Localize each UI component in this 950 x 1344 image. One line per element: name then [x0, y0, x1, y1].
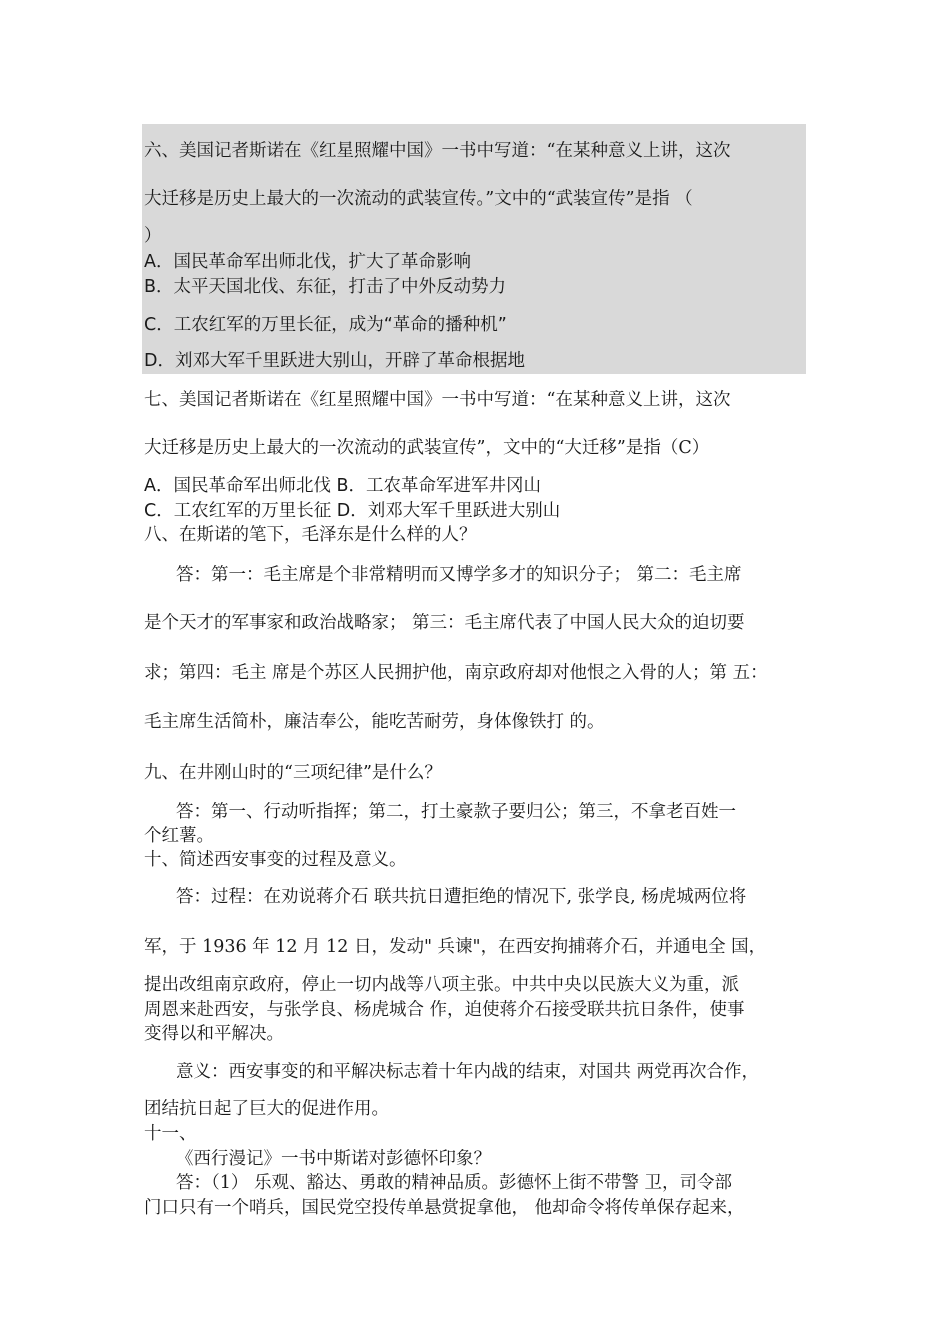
q6-line-3: ）: [144, 226, 162, 246]
q6-line-1: 六、美国记者斯诺在《红星照耀中国》一书中写道：“在某种意义上讲，这次: [144, 141, 731, 161]
q8-answer-line-2: 是个天才的军事家和政治战略家； 第三：毛主席代表了中国人民大众的迫切要: [144, 613, 745, 633]
q6-option-a: A．国民革命军出师北伐，扩大了革命影响: [144, 252, 471, 272]
q9-answer-line-2: 个红薯。: [144, 826, 214, 846]
q8-answer-line-4: 毛主席生活简朴，廉洁奉公，能吃苦耐劳，身体像铁打 的。: [144, 712, 605, 732]
q11-question: 《西行漫记》一书中斯诺对彭德怀印象？: [176, 1149, 491, 1169]
q10-meaning-line-1: 意义：西安事变的和平解决标志着十年内战的结束，对国共 两党再次合作，: [176, 1062, 760, 1082]
q7-line-1: 七、美国记者斯诺在《红星照耀中国》一书中写道：“在某种意义上讲，这次: [144, 390, 731, 410]
q11-answer-line-1: 答：（1） 乐观、豁达、勇敢的精神品质。彭德怀上街不带警 卫，司令部: [176, 1173, 733, 1193]
q10-answer-line-2: 军，于 1936 年 12 月 12 日，发动" 兵谏"，在西安拘捕蒋介石，并通电全 国，: [144, 937, 767, 957]
q8-question: 八、在斯诺的笔下，毛泽东是什么样的人？: [144, 525, 477, 545]
q11-number: 十一、: [144, 1124, 197, 1144]
q10-meaning-line-2: 团结抗日起了巨大的促进作用。: [144, 1099, 389, 1119]
q9-question: 九、在井刚山时的“三项纪律”是什么？: [144, 763, 442, 783]
q10-answer-line-5: 变得以和平解决。: [144, 1024, 284, 1044]
q10-answer-line-1: 答：过程：在劝说蒋介石 联共抗日遭拒绝的情况下, 张学良, 杨虎城两位将: [176, 887, 747, 907]
q6-option-b: B．太平天国北伐、东征，打击了中外反动势力: [144, 277, 507, 297]
q7-line-2: 大迁移是历史上最大的一次流动的武装宣传”，文中的“大迁移”是指（C）: [144, 438, 710, 458]
q11-answer-line-2: 门口只有一个哨兵，国民党空投传单悬赏捉拿他， 他却命令将传单保存起来，: [144, 1198, 745, 1218]
q7-options-cd: C．工农红军的万里长征 D．刘邓大军千里跃进大别山: [144, 501, 561, 521]
q10-answer-line-3: 提出改组南京政府，停止一切内战等八项主张。中共中央以民族大义为重，派: [144, 975, 739, 995]
q8-answer-line-3: 求；第四：毛主 席是个苏区人民拥护他，南京政府却对他恨之入骨的人；第 五：: [144, 663, 768, 683]
q6-line-2: 大迁移是历史上最大的一次流动的武装宣传。”文中的“武装宣传”是指 （: [144, 189, 693, 209]
q6-option-c: C．工农红军的万里长征，成为“革命的播种机”: [144, 315, 507, 335]
q7-options-ab: A．国民革命军出师北伐 B．工农革命军进军井冈山: [144, 476, 542, 496]
q10-answer-line-4: 周恩来赴西安，与张学良、杨虎城合 作，迫使蒋介石接受联共抗日条件，使事: [144, 1000, 745, 1020]
q9-answer-line-1: 答：第一、行动听指挥；第二，打土豪款子要归公；第三，不拿老百姓一: [176, 802, 736, 822]
q10-question: 十、简述西安事变的过程及意义。: [144, 850, 407, 870]
q6-option-d: D．刘邓大军千里跃进大别山，开辟了革命根据地: [144, 351, 525, 371]
q8-answer-line-1: 答：第一：毛主席是个非常精明而又博学多才的知识分子； 第二：毛主席: [176, 565, 742, 585]
